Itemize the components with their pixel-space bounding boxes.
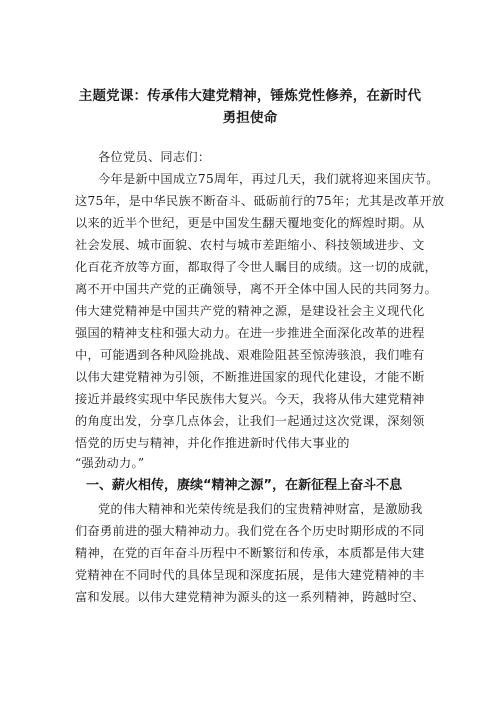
body-line: 们奋勇前进的强大精神动力。我们党在各个历史时期形成的不同 bbox=[75, 524, 425, 538]
section-heading: 一、薪火相传，赓续“精神之源”，在新征程上奋斗不息 bbox=[86, 478, 403, 493]
body-line: 的角度出发，分享几点体会，让我们一起通过这次党课，深刻领 bbox=[75, 414, 425, 428]
document-title-line-2: 勇担使命 bbox=[222, 110, 278, 126]
salutation: 各位党员、同志们： bbox=[98, 150, 211, 164]
body-line: 以来的近半个世纪，更是中国发生翻天覆地变化的辉煌时期。从 bbox=[75, 216, 425, 230]
body-line: 精神，在党的百年奋斗历程中不断繁衍和传承，本质都是伟大建 bbox=[75, 546, 425, 560]
body-line: “强劲动力。” bbox=[75, 456, 145, 470]
document-title-line-1: 主题党课：传承伟大建党精神，锤炼党性修养，在新时代 bbox=[78, 88, 422, 104]
body-line: 化百花齐放等方面，都取得了令世人瞩目的成绩。这一切的成就， bbox=[75, 260, 438, 274]
body-line: 悟党的历史与精神，并化作推进新时代伟大事业的 bbox=[75, 436, 350, 450]
body-line: 党的伟大精神和光荣传统是我们的宝贵精神财富，是激励我 bbox=[98, 502, 423, 516]
body-line: 党精神在不同时代的具体呈现和深度拓展，是伟大建党精神的丰 bbox=[75, 568, 425, 582]
body-line: 这75年，是中华民族不断奋斗、砥砺前行的75年；尤其是改革开放 bbox=[75, 194, 445, 208]
body-line: 今年是新中国成立75周年，再过几天，我们就将迎来国庆节。 bbox=[98, 172, 439, 186]
body-line: 以伟大建党精神为引领，不断推进国家的现代化建设，才能不断 bbox=[75, 370, 425, 384]
body-line: 富和发展。以伟大建党精神为源头的这一系列精神，跨越时空、 bbox=[75, 590, 425, 604]
body-line: 强国的精神支柱和强大动力。在进一步推进全面深化改革的进程 bbox=[75, 326, 425, 340]
body-line: 中，可能遇到各种风险挑战、艰难险阻甚至惊涛骇浪，我们唯有 bbox=[75, 348, 425, 362]
body-line: 伟大建党精神是中国共产党的精神之源，是建设社会主义现代化 bbox=[75, 304, 425, 318]
body-line: 接近并最终实现中华民族伟大复兴。今天，我将从伟大建党精神 bbox=[75, 392, 425, 406]
body-line: 离不开中国共产党的正确领导，离不开全体中国人民的共同努力。 bbox=[75, 282, 438, 296]
body-line: 社会发展、城市面貌、农村与城市差距缩小、科技领域进步、文 bbox=[75, 238, 425, 252]
